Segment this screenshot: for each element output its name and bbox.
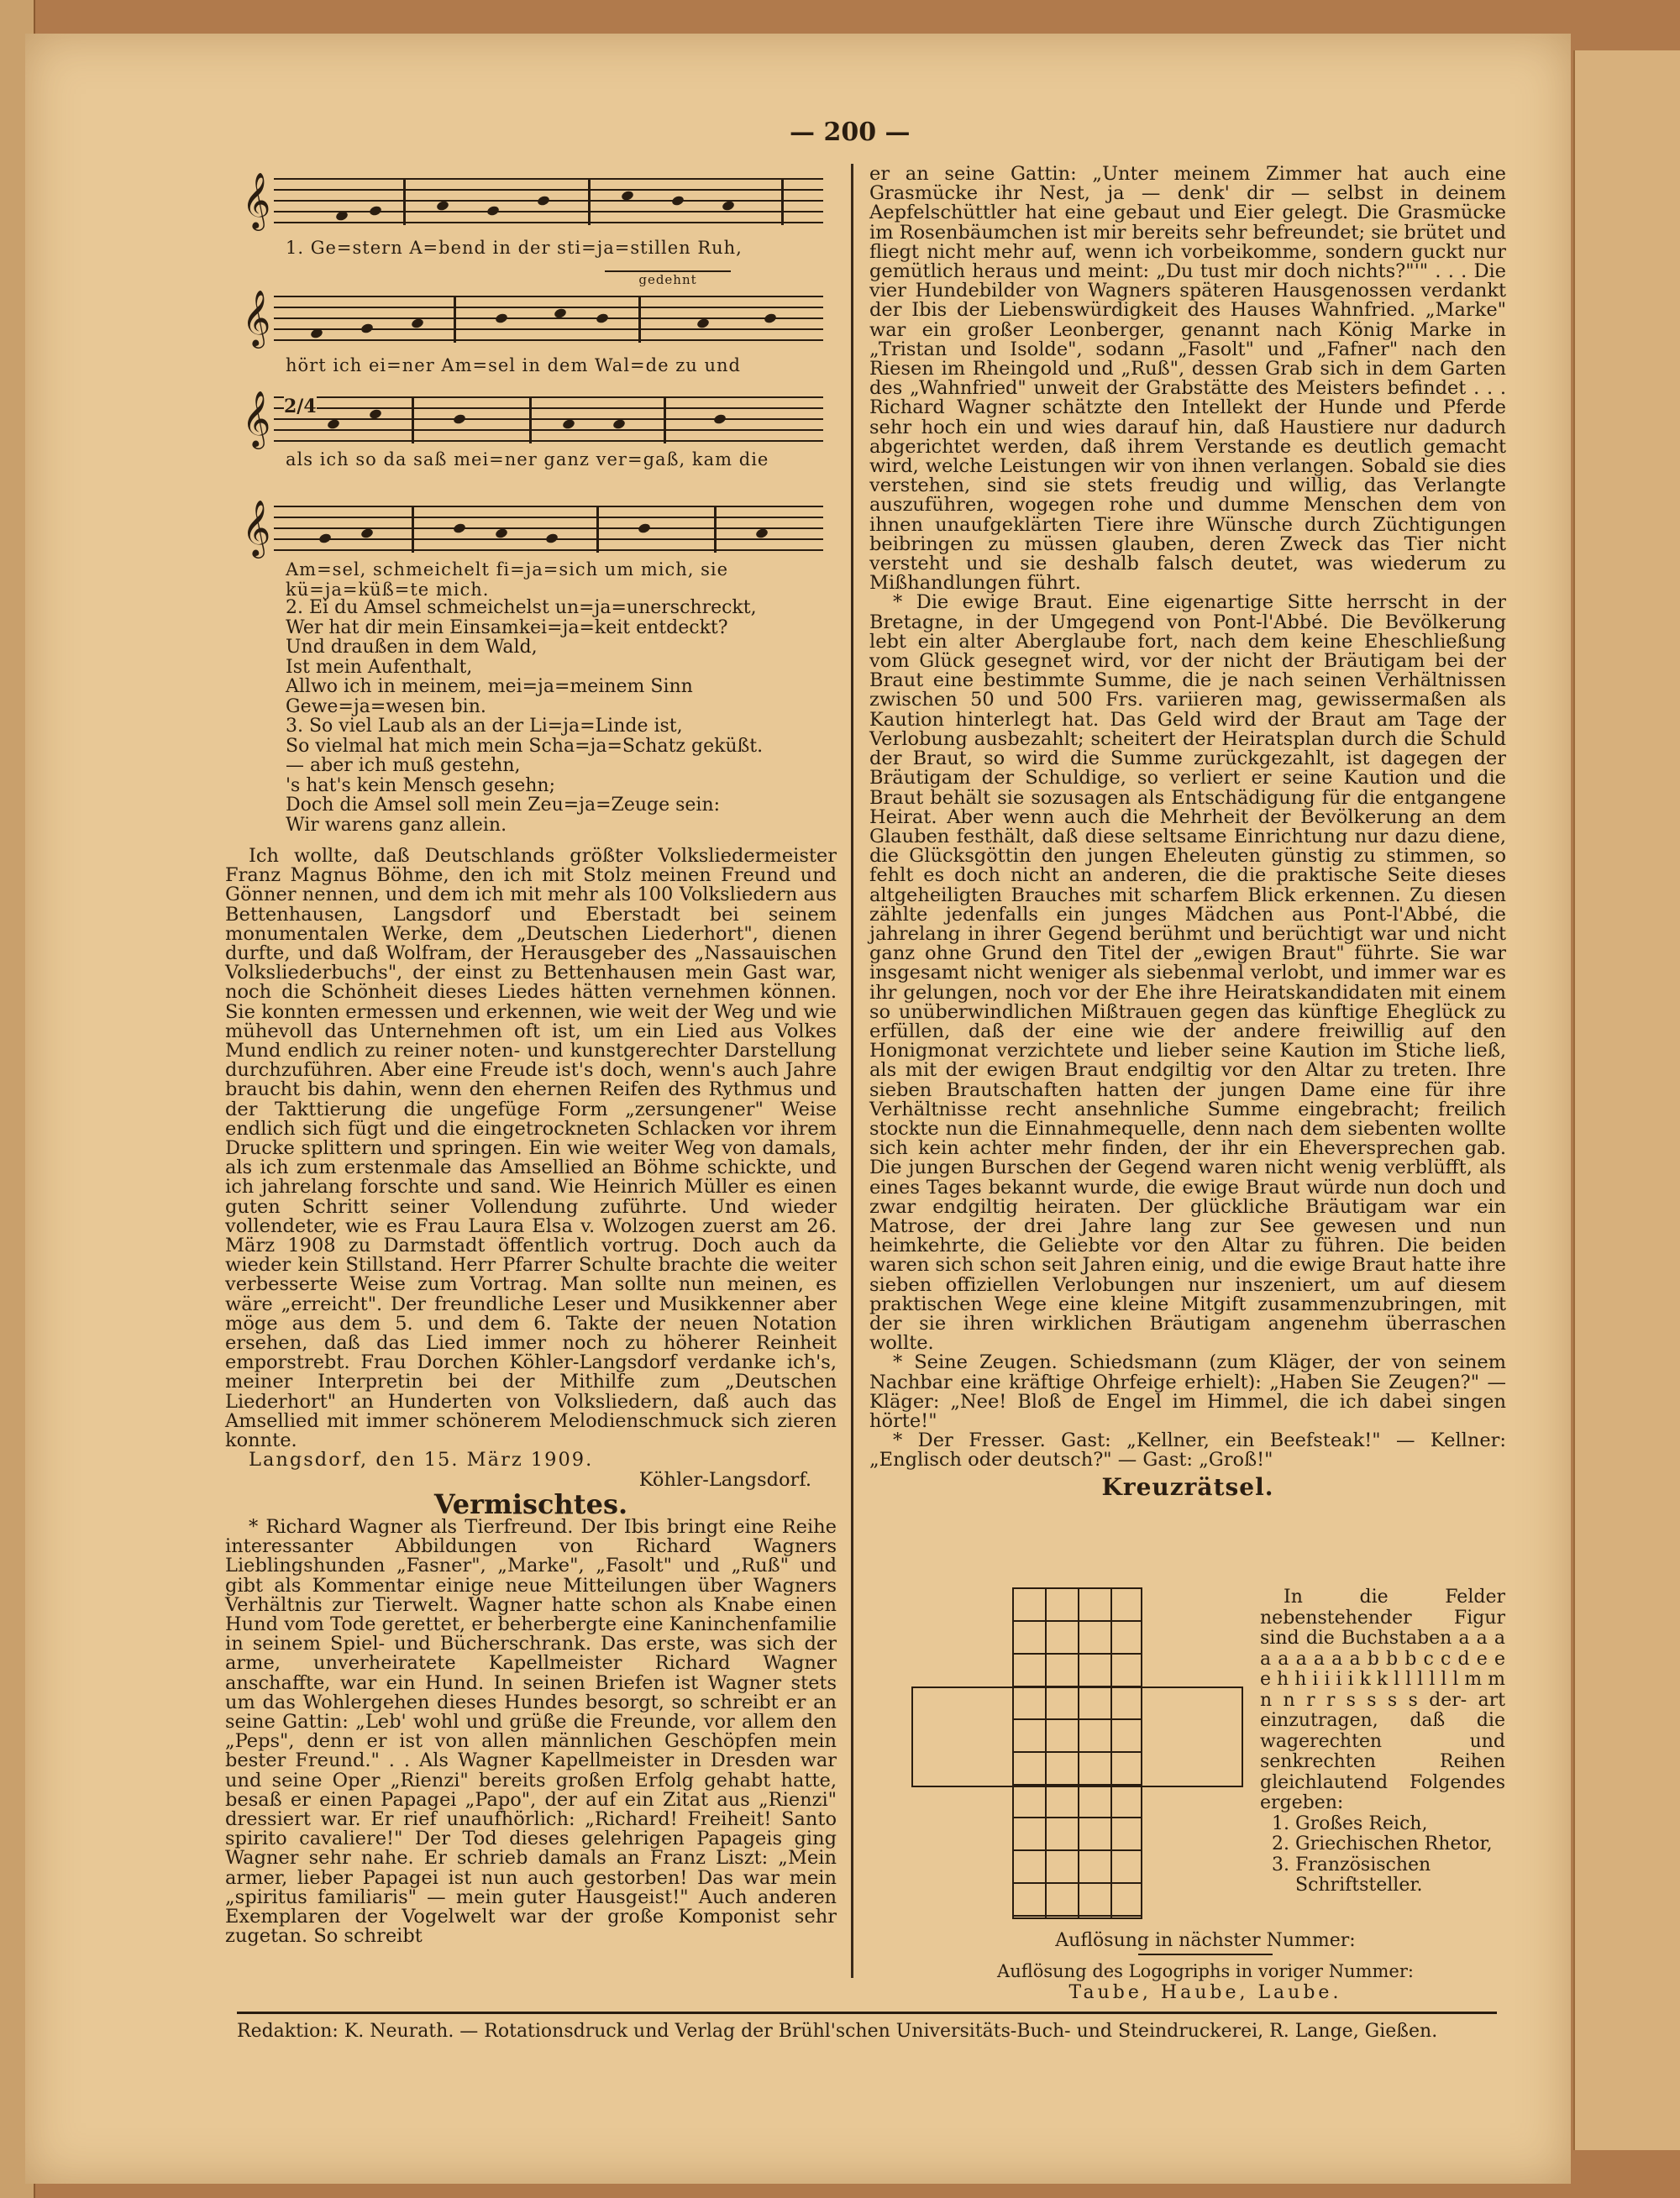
note: [713, 413, 727, 425]
lyric-line-2: hört ich ei=ner Am=sel in dem Wal=de zu und: [286, 355, 741, 375]
note: [369, 205, 383, 217]
note: [369, 408, 383, 420]
verse-line: Ist mein Aufenthalt,: [286, 656, 473, 678]
article-der-fresser: * Der Fresser. Gast: „Kellner, ein Beefsteak!" — Kellner: „Englisch oder deutsch?" — Gast: „Groß!": [869, 1429, 1506, 1471]
verse-line: Gewe=ja=wesen bin.: [286, 695, 486, 717]
bar-line: [588, 178, 591, 225]
letter-paragraph: Ich wollte, daß Deutschlands größter Volksliedermeister Franz Magnus Böhme, den ich mit Stolz meinen Freund und Gönner nennen, und dem ich mit mehr als 100 Volksliedern aus Bettenhausen, Langsdorf und Eberstadt bei seinem monumentalen Werke, dem „Deutschen Liederhort", dienen durfte, und daß Wolfram, der Herausgeber des „Nassauischen Volksliederbuchs", der einst zu Bettenhausen mein Gast war, noch die Schönheit dieses Liedes hätten vernehmen können. Sie konnten ermessen und erkennen, wie weit der Weg und wie mühevoll das Unternehmen oft ist, um ein Lied aus Volkes Mund endlich zu reiner noten- und kunstgerechter Darstellung durchzuführen. Aber eine Freude ist's doch, wenn's auch Jahre braucht bis dahin, wenn den ehernen Reifen des Rythmus und der Takttierung die ungefüge Form „zersungener" Weise endlich sich fügt und die eingetrockneten Schlacken vor ihrem Drucke splittern und springen. Ein wie weiter Weg von damals, als ich zum erstenmale das Amsellied an Böhme schickte, und ich jahrelang forschte und sand. Wie Heinrich Müller es einen guten Schritt seiner Vollendung zuführte. Und wieder vollendeter, wie es Frau Laura Elsa v. Wolzogen zuerst am 26. März 1908 zu Darmstadt öffentlich vortrug. Doch auch da wieder kein Stillstand. Herr Pfarrer Schulte brachte die weiter verbesserte Weise zum Vortrag. Man sollte nun meinen, es wäre „erreicht". Der freundliche Leser und Musikkenner aber möge aus dem 5. und dem 6. Takte der neuen Notation ersehen, daß das Lied immer noch zu höherer Reinheit emporstrebt. Frau Dorchen Köhler-Langsdorf verdanke ich's, meiner Interpretin bei der Mithilfe zum „Deutschen Liederhort" an Hunderten von Volksliedern, daß auch das Amsellied mit immer schönerem Melodienschmuck sich zieren konnte.: [225, 845, 837, 1452]
note: [755, 527, 769, 539]
note: [612, 418, 627, 430]
note: [495, 312, 509, 324]
note: [596, 312, 610, 324]
song-verses: [286, 598, 823, 835]
note: [621, 190, 635, 202]
bar-line: [403, 178, 406, 225]
puzzle-next-issue: Auflösung in nächster Nummer:: [1055, 1930, 1356, 1951]
puzzle-heading: Kreuzrätsel.: [1101, 1472, 1274, 1501]
left-column: [225, 847, 837, 1946]
letter-signature: Köhler-Langsdorf.: [638, 1468, 811, 1491]
bar-line: [596, 506, 599, 553]
crossword-grid: [911, 1587, 1243, 1919]
note: [537, 195, 551, 207]
note: [453, 522, 467, 534]
tempo-mark: gedehnt: [605, 270, 731, 287]
puzzle-clues: [1260, 1814, 1505, 1896]
bar-line: [664, 396, 666, 443]
music-staff-3: [242, 390, 823, 447]
puzzle-instructions: [1260, 1587, 1505, 1896]
lyric-line-4: Am=sel, schmeichelt fi=ja=sich um mich, sie kü=ja=küß=te mich.: [286, 559, 729, 600]
note: [638, 522, 652, 534]
treble-clef-icon: 𝄞: [239, 494, 274, 561]
bar-line: [412, 396, 414, 443]
puzzle-clue: 3. Französischen Schriftsteller.: [1295, 1855, 1505, 1896]
right-column: [869, 165, 1506, 1500]
music-staff-4: [242, 499, 823, 556]
verse-line: — aber ich muß gestehn,: [286, 755, 521, 776]
letter-place-date: Langsdorf, den 15. März 1909.: [249, 1449, 594, 1471]
column-divider: [851, 164, 853, 1978]
puzzle-clue: 1. Großes Reich,: [1295, 1814, 1505, 1835]
article-ewige-braut: * Die ewige Braut. Eine eigenartige Sitte herrscht in der Bretagne, in der Umgegend von Pont-l'Abbé. Die Bevölkerung lebt ein alter Aberglaube fort, nach dem keine Eheschließung vom Glück gesegnet wird, vor der nicht der Bräutigam bei der Braut eine bestimmte Summe, die je nach seinen Verhältnissen zwischen 50 und 500 Frs. variieren mag, gewissermaßen als Kaution hinterlegt hat. Das Geld wird der Braut am Tage der Verlobung ausbezahlt; scheitert der Heiratsplan durch die Schuld der Braut, so wird die Summe zurückgezahlt, ist dagegen der Bräutigam der Schuldige, so verliert er seine Kaution und die Braut behält sie sozusagen als Entschädigung für die entgangene Heirat. Aber wenn auch die Mehrheit der Bevölkerung an dem Glauben festhält, daß diese seltsame Einrichtung nur dazu diene, die Glücksgöttin den jungen Eheleuten günstig zu stimmen, so fehlt es doch nicht an anderen, die die praktische Seite dieses altgeheiligten Brauches mit scharfem Blick erkennen. Zu diesen zählte jedenfalls ein junges Mädchen aus Pont-l'Abbé, die jahrelang in ihrer Gegend berühmt und berüchtigt war und nicht ganz ohne Grund den Titel der „ewigen Braut" führte. Sie war insgesamt nicht weniger als siebenmal verlobt, und immer war es ihr gelungen, noch vor der Ehe ihre Heiratskandidaten mit einem so unüberwindlichen Mißtrauen gegen das künftige Eheglück zu erfüllen, daß der eine wie der andere freiwillig auf den Honigmonat verzichtete und lieber seine Kaution im Stiche ließ, als mit der ewigen Braut endgiltig vor den Altar zu treten. Ihre sieben Brautschaften hatten der jungen Dame eine für ihre Verhältnisse recht ansehnliche Summe eingebracht; freilich stockte nun die Einnahmequelle, denn nach dem siebenten wollte sich kein achter mehr finden, der ihr ein Eheversprechen gab. Die jungen Burschen der Gegend waren nicht wenig verblüfft, als eines Tages bekannt wurde, die ewige Braut würde nun doch und zwar endgiltig heiraten. Der glückliche Bräutigam war ein Matrose, der drei Jahre lang zur See gewesen und nun heimkehrte, die Geliebte vor den Altar zu führen. Die beiden waren sich schon seit Jahren einig, und die ewige Braut hatte ihre sieben offiziellen Verlobungen nur inszeniert, um auf diesem praktischen Wege eine kleine Mitgift zusammenzubringen, mit der sie ihren wirklichen Bräutigam angenehm überraschen wollte.: [869, 591, 1506, 1355]
note: [671, 195, 685, 207]
article-seine-zeugen: * Seine Zeugen. Schiedsmann (zum Kläger, der von seinem Nachbar eine kräftige Ohrfeige erhielt): „Haben Sie Zeugen?" — Kläger: „Nee! Bloß de Engel im Himmel, die ich dabei singen hörte!": [869, 1351, 1506, 1432]
footer-imprint: Redaktion: K. Neurath. — Rotationsdruck und Verlag der Brühl'schen Universitäts-Buch- und Steindruckerei, R. Lange, Gießen.: [237, 2012, 1497, 2042]
lyric-line-3: als ich so da saß mei=ner ganz ver=gaß, kam die: [286, 449, 769, 470]
section-heading-vermischtes: Vermischtes.: [433, 1487, 628, 1520]
note: [696, 317, 711, 329]
note: [495, 527, 509, 539]
note: [562, 418, 576, 430]
verse-line: 2. Ei du Amsel schmeichelst un=ja=unerschreckt,: [286, 597, 757, 618]
verse-line: Doch die Amsel soll mein Zeu=ja=Zeuge sein:: [286, 795, 721, 816]
verse-line: So vielmal hat mich mein Scha=ja=Schatz geküßt.: [286, 735, 764, 757]
treble-clef-icon: 𝄞: [239, 385, 274, 452]
note: [327, 418, 341, 430]
lyric-line-1: 1. Ge=stern A=bend in der sti=ja=stillen Ruh,: [286, 238, 743, 258]
article-wagner-continued: er an seine Gattin: „Unter meinem Zimmer hat auch eine Grasmücke ihr Nest, ja — denk' dir — selbst in deinem Aepfelschüttler hat eine gebaut und Eier gelegt. Die Grasmücke im Rosenbäumchen ist mir bereits sehr befreundet; sie brütet und fliegt nicht mehr auf, wenn ich vorbeikomme, sondern guckt nur gemütlich heraus und meint: „Du tust mir doch nichts?"'" . . . Die vier Hundebilder von Wagners späteren Hausgenossen verdankt der Ibis der Liebenswürdigkeit des Hauses Wahnfried. „Marke" war ein großer Leonberger, genannt nach König Marke in „Tristan und Isolde", sodann „Fasolt" und „Fafner" nach den Riesen im Rheingold und „Ruß", dessen Grab sich in dem Garten des „Wahnfried" unweit der Grabstätte des Meisters befindet . . . Richard Wagner schätzte den Intellekt der Hunde und Pferde sehr hoch ein und wies darauf hin, daß Haustiere nur dadurch abgerichtet werden, daß ihrem Verstande es deutlich gemacht wird, welche Leistungen wir von ihnen verlangen. Sobald sie dies verstehen, sind sie stets freudig und willig, das Verlangte auszuführen, wogegen rohe und dumme Menschen dem von ihnen unaufgeklärten Tiere ihre Wünsche durch Züchtigungen beibringen zu müssen glauben, deren Zweck das Tier nicht versteht und sie deshalb falsch deutet, was wiederum zu Mißhandlungen führt.: [869, 163, 1506, 595]
divider: [1138, 1954, 1273, 1957]
article-wagner: * Richard Wagner als Tierfreund. Der Ibis bringt eine Reihe interessanter Abbildungen von Richard Wagners Lieblingshunden „Fasner", „Marke", „Fasolt" und „Ruß" und gibt als Kommentar einige neue Mitteilungen über Wagners Verhältnis zur Tierwelt. Wagner hatte schon als Knabe einen Hund vom Tode gerettet, er beherbergte eine Kaninchenfamilie in seinem Spiel- und Bücherschrank. Das erste, was sich der arme, unverheiratete Kapellmeister Richard Wagner anschaffte, war ein Hund. In seinen Briefen ist Wagner stets um das Wohlergehen dieses Hundes besorgt, so schreibt er an seine Gattin: „Leb' wohl und grüße die Freunde, vor allem den „Peps", denn er ist von allen männlichen Geschöpfen mein bester Freund." . . Als Wagner Kapellmeister in Dresden war und seine Oper „Rienzi" bereits großen Erfolg gehabt hatte, besaß er einen Papagei „Papo", der auf ein Zitat aus „Rienzi" dressiert war. Er rief unaufhörlich: „Richard! Freiheit! Santo spirito cavaliere!" Der Tod dieses gelehrigen Papageis ging Wagner sehr nahe. Er schrieb damals an Franz Liszt: „Mein armer, lieber Papagei ist nun auch gestorben! Das war mein „spiritus familiaris" — mein guter Hausgeist!" Auch anderen Exemplaren der Vogelwelt war der große Komponist sehr zugetan. So schreibt: [225, 1515, 837, 1948]
note: [360, 323, 375, 334]
bar-line: [781, 178, 784, 225]
treble-clef-icon: 𝄞: [239, 166, 274, 233]
previous-solution-label: Auflösung des Logogriphs in voriger Nummer:: [997, 1961, 1414, 1981]
note: [554, 307, 568, 319]
note: [764, 312, 778, 324]
note: [310, 328, 324, 339]
verse-line: Und draußen in dem Wald,: [286, 637, 538, 658]
note: [545, 532, 559, 544]
note: [318, 532, 333, 544]
bar-line: [714, 506, 717, 553]
puzzle-clue: 2. Griechischen Rhetor,: [1295, 1834, 1505, 1855]
note: [411, 317, 425, 329]
treble-clef-icon: 𝄞: [239, 284, 274, 351]
note: [360, 527, 375, 539]
music-staff-1: [242, 171, 823, 228]
verse-line: Allwo ich in meinem, mei=ja=meinem Sinn: [286, 676, 693, 697]
bar-line: [412, 506, 414, 553]
bar-line: [638, 296, 641, 343]
bar-line: [529, 396, 532, 443]
verse-line: Wer hat dir mein Einsamkei=ja=keit entdeckt?: [286, 616, 728, 638]
bar-line: [454, 296, 456, 343]
page-number: — 200 —: [790, 118, 911, 147]
verse-line: Wir warens ganz allein.: [286, 814, 507, 836]
note: [335, 210, 349, 222]
grid-horizontal-bar: [911, 1687, 1243, 1787]
note: [486, 205, 501, 217]
time-signature: 2/4: [284, 396, 317, 417]
next-page-edge: [1573, 50, 1680, 2150]
note: [453, 413, 467, 425]
previous-solution: Taube, Haube, Laube.: [1068, 1982, 1342, 2003]
verse-line: 's hat's kein Mensch gesehn;: [286, 774, 555, 796]
music-staff-2: [242, 289, 823, 346]
puzzle-instruction-text: In die Felder nebenstehender Figur sind die Buchstaben a a a a a a a a a b b b c c d e e e h h i i i i k k l l l l l l m m n n r r s s s s der- art einzutragen, daß die wagerechten und senkrechten Reihen gleichlautend Folgendes ergeben:: [1260, 1587, 1505, 1813]
note: [436, 200, 450, 212]
verse-line: 3. So viel Laub als an der Li=ja=Linde ist,: [286, 716, 683, 737]
note: [722, 200, 736, 212]
